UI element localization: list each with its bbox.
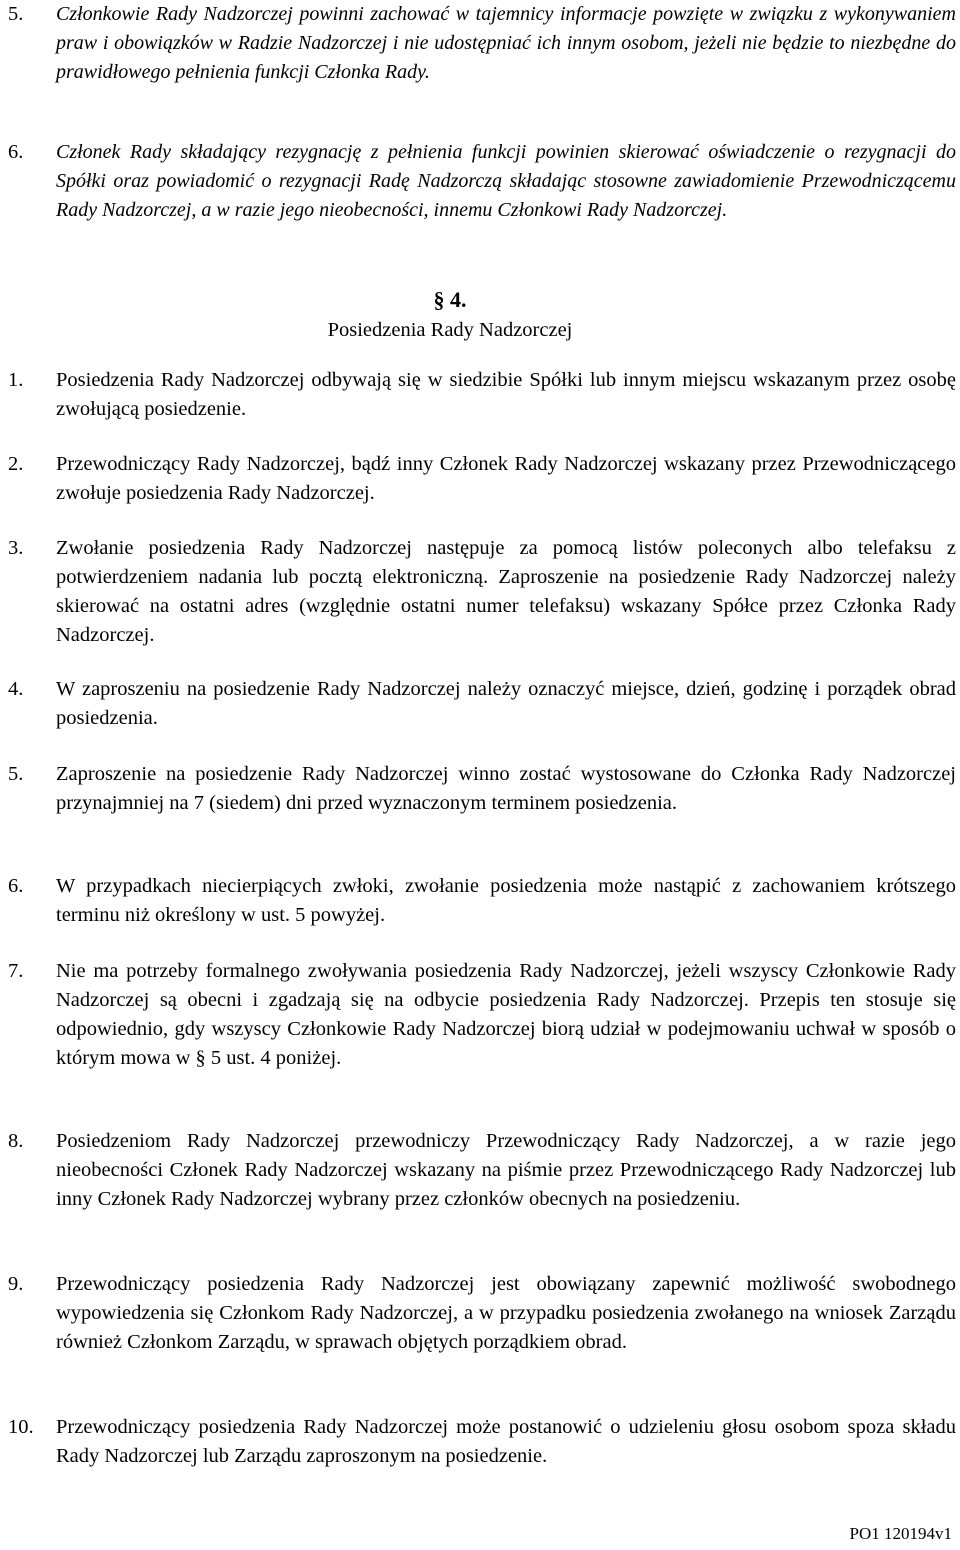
paragraph-text: W zaproszeniu na posiedzenie Rady Nadzorczej należy oznaczyć miejsce, dzień, godzinę i porządek obrad posiedzenia. (56, 678, 956, 729)
paragraph-number: 3. (8, 537, 24, 559)
paragraph-text: W przypadkach niecierpiących zwłoki, zwołanie posiedzenia może nastąpić z zachowaniem krótszego terminu niż określony w ust. 5 powyżej. (56, 875, 956, 926)
paragraph-2 (8, 450, 956, 508)
paragraph-text: Członkowie Rady Nadzorczej powinni zachować w tajemnicy informacje powzięte w związku z wykonywaniem praw i obowiązków w Radzie Nadzorczej i nie udostępniać ich innym osobom, jeżeli nie będzie to niezbędne do prawidłowego pełnienia funkcji Członka Rady. (56, 3, 956, 83)
paragraph-text: Zwołanie posiedzenia Rady Nadzorczej następuje za pomocą listów poleconych albo telefaksu z potwierdzeniem nadania lub pocztą elektroniczną. Zaproszenie na posiedzenie Rady Nadzorczej należy skierować na ostatni adres (względnie ostatni numer telefaksu) wskazany Spółce przez Członka Rady Nadzorczej. (56, 537, 956, 646)
paragraph-10 (8, 1413, 956, 1471)
paragraph-number: 4. (8, 678, 24, 700)
paragraph-6-prev (8, 138, 956, 225)
paragraph-text: Zaproszenie na posiedzenie Rady Nadzorczej winno zostać wystosowane do Członka Rady Nadzorczej przynajmniej na 7 (siedem) dni przed wyznaczonym terminem posiedzenia. (56, 763, 956, 814)
paragraph-number: 9. (8, 1273, 24, 1295)
paragraph-6 (8, 872, 956, 930)
paragraph-5 (8, 760, 956, 818)
paragraph-number: 6. (8, 875, 24, 897)
paragraph-1 (8, 366, 956, 424)
paragraph-4 (8, 675, 956, 733)
paragraph-8 (8, 1127, 956, 1214)
paragraph-text: Posiedzenia Rady Nadzorczej odbywają się w siedzibie Spółki lub innym miejscu wskazanym przez osobę zwołującą posiedzenie. (56, 369, 956, 420)
document-id-footer: PO1 120194v1 (849, 1524, 952, 1543)
section-number: § 4. (433, 287, 467, 312)
paragraph-text: Przewodniczący posiedzenia Rady Nadzorczej jest obowiązany zapewnić możliwość swobodnego wypowiedzenia się Członkom Rady Nadzorczej, a w przypadku posiedzenia zwołanego na wniosek Zarządu również Członkom Zarządu, w sprawach objętych porządkiem obrad. (56, 1273, 956, 1353)
paragraph-7 (8, 957, 956, 1073)
paragraph-9 (8, 1270, 956, 1357)
paragraph-number: 10. (8, 1416, 34, 1438)
paragraph-text: Przewodniczący posiedzenia Rady Nadzorczej może postanowić o udzieleniu głosu osobom spoza składu Rady Nadzorczej lub Zarządu zaproszonym na posiedzenie. (56, 1416, 956, 1467)
paragraph-number: 5. (8, 763, 24, 785)
paragraph-number: 6. (8, 141, 24, 163)
paragraph-number: 8. (8, 1130, 24, 1152)
paragraph-text: Posiedzeniom Rady Nadzorczej przewodniczy Przewodniczący Rady Nadzorczej, a w razie jego nieobecności Członek Rady Nadzorczej wskazany na piśmie przez Przewodniczącego Rady Nadzorczej lub inny Członek Rady Nadzorczej wybrany przez członków obecnych na posiedzeniu. (56, 1130, 956, 1210)
paragraph-number: 1. (8, 369, 24, 391)
section-title: Posiedzenia Rady Nadzorczej (327, 319, 573, 341)
paragraph-text: Przewodniczący Rady Nadzorczej, bądź inny Członek Rady Nadzorczej wskazany przez Przewodniczącego zwołuje posiedzenia Rady Nadzorczej. (56, 453, 956, 504)
section-heading (0, 285, 900, 345)
paragraph-3 (8, 534, 956, 650)
paragraph-number: 2. (8, 453, 24, 475)
paragraph-text: Nie ma potrzeby formalnego zwoływania posiedzenia Rady Nadzorczej, jeżeli wszyscy Członkowie Rady Nadzorczej są obecni i zgadzają się na odbycie posiedzenia Rady Nadzorczej. Przepis ten stosuje się odpowiednio, gdy wszyscy Członkowie Rady Nadzorczej biorą udział w podejmowaniu uchwał w sposób o którym mowa w § 5 ust. 4 poniżej. (56, 960, 956, 1069)
paragraph-5-prev (8, 0, 956, 87)
paragraph-number: 5. (8, 3, 24, 25)
paragraph-number: 7. (8, 960, 24, 982)
paragraph-text: Członek Rady składający rezygnację z pełnienia funkcji powinien skierować oświadczenie o rezygnacji do Spółki oraz powiadomić o rezygnacji Radę Nadzorczą składając stosowne zawiadomienie Przewodniczącemu Rady Nadzorczej, a w razie jego nieobecności, innemu Członkowi Rady Nadzorczej. (56, 141, 956, 221)
